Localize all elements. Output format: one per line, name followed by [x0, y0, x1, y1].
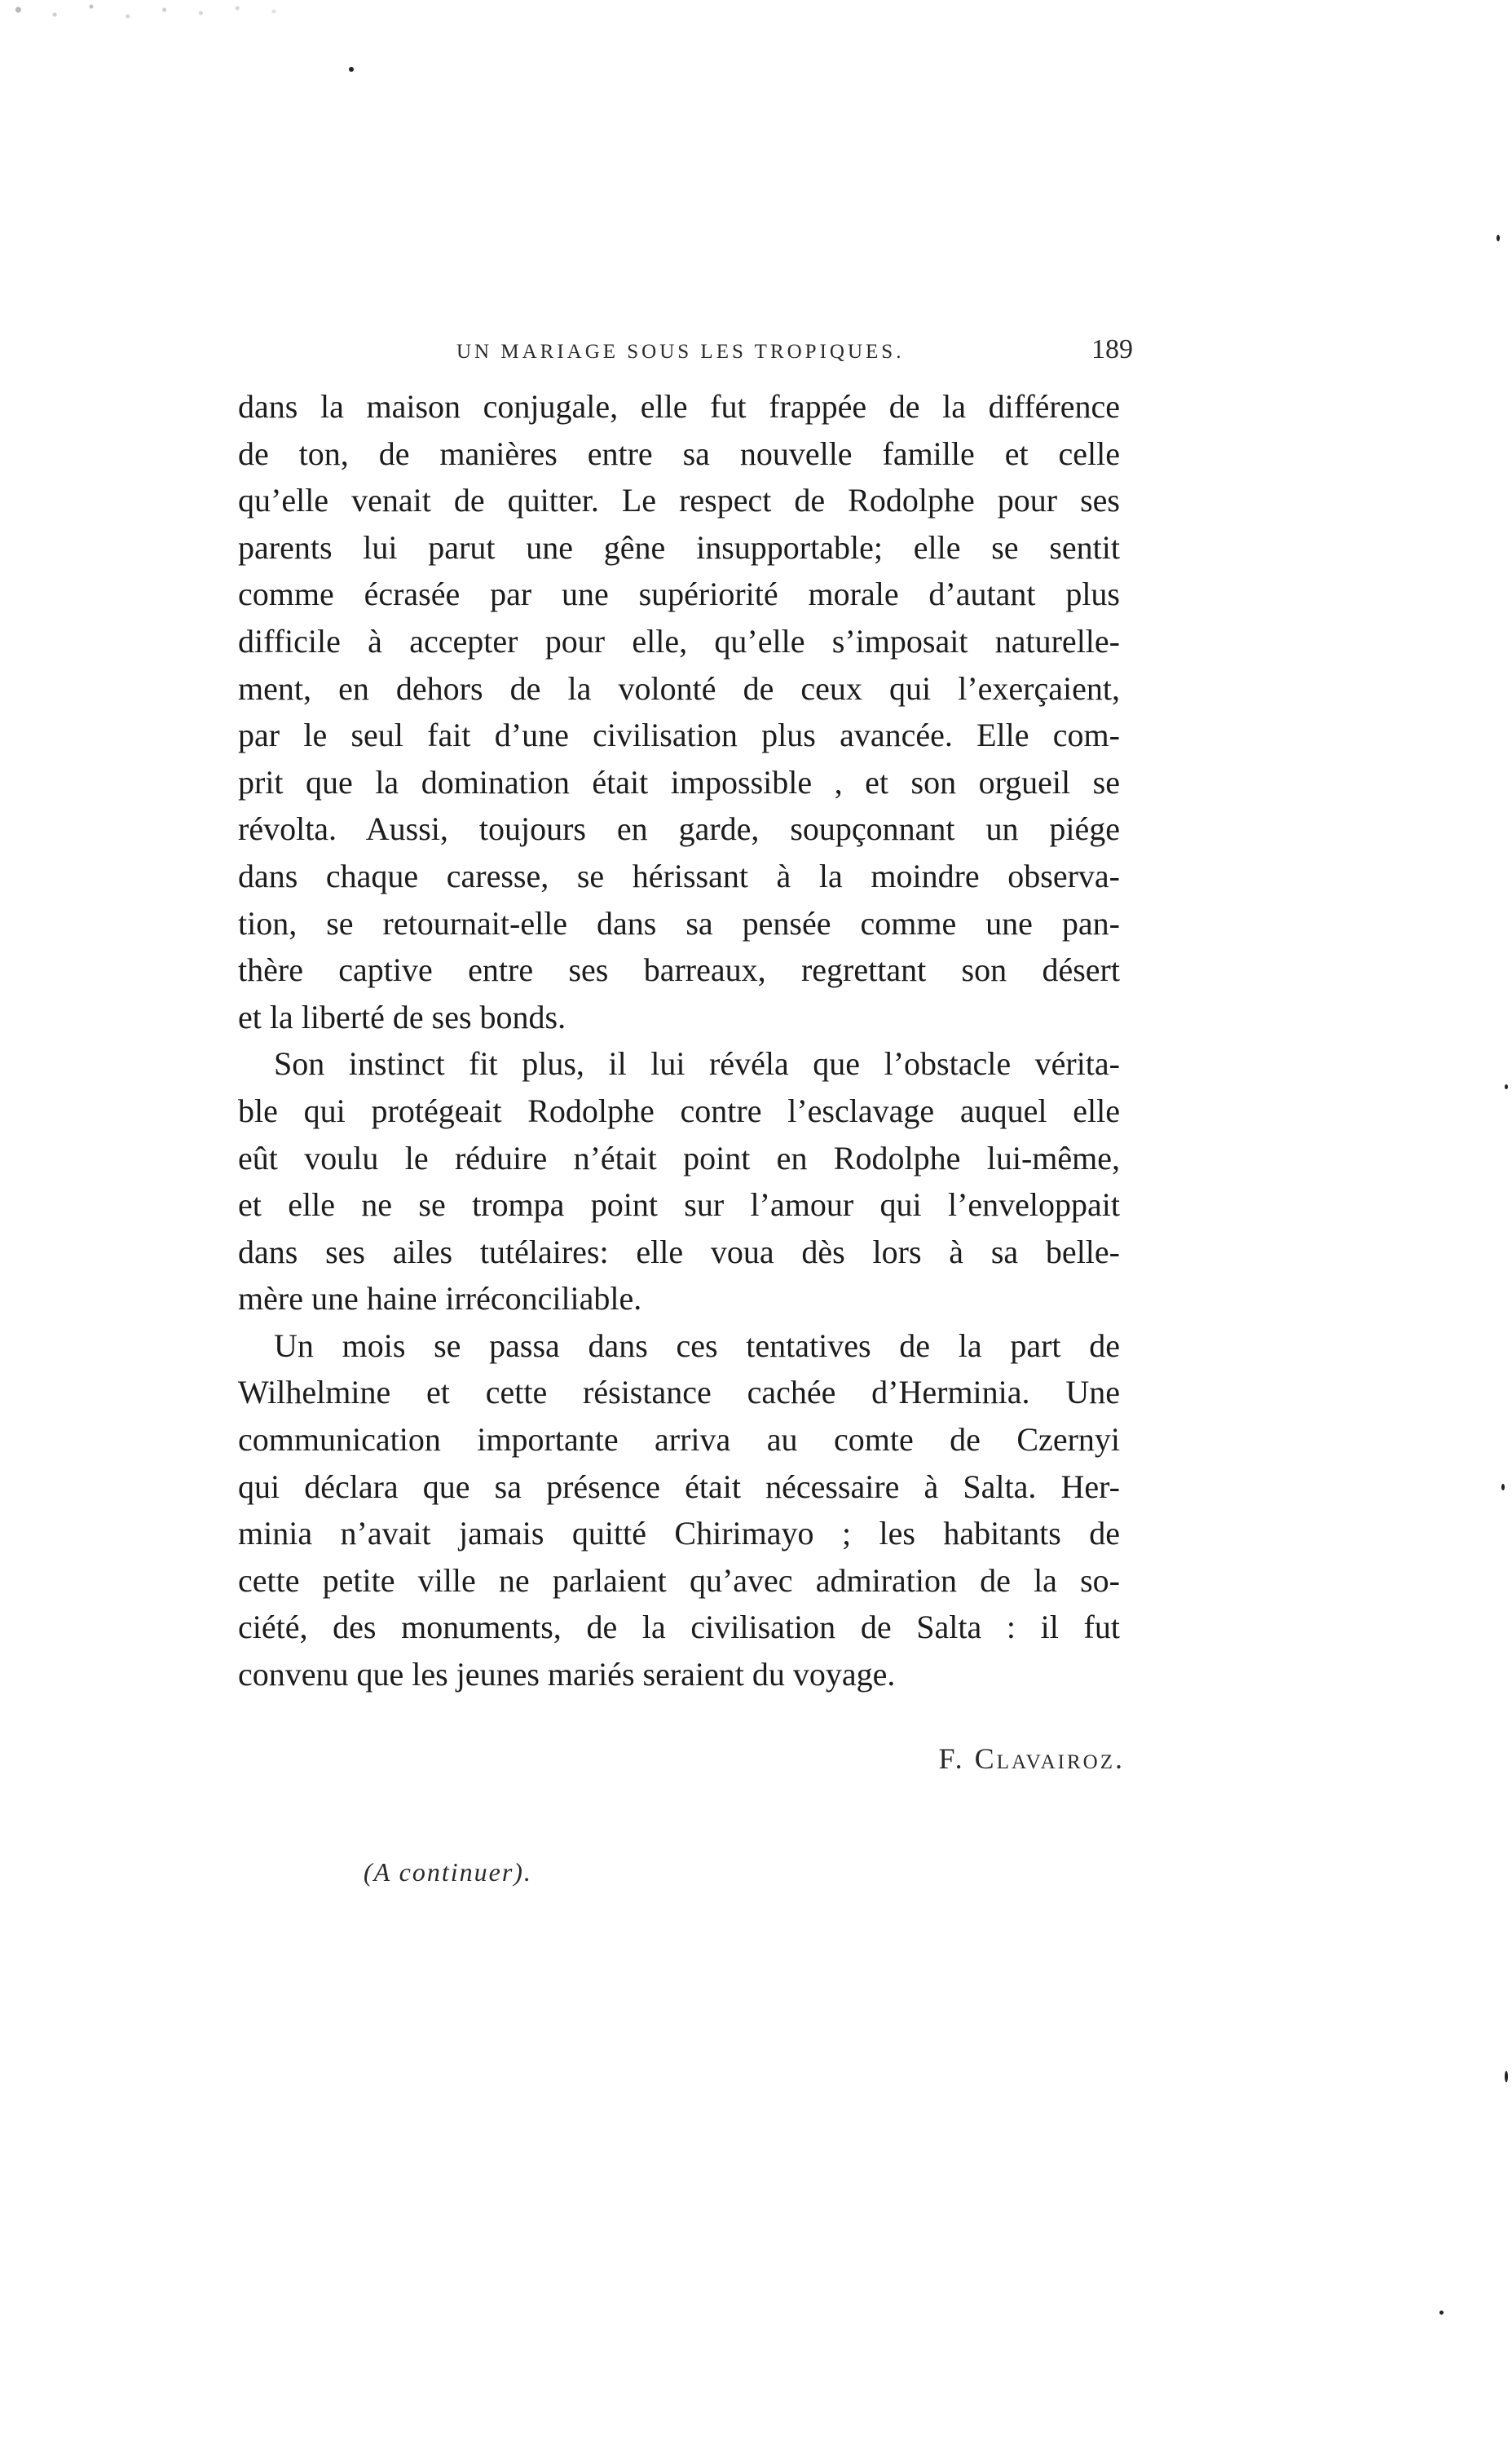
scan-noise: [0, 0, 456, 33]
text-line: et la liberté de ses bonds.: [238, 998, 566, 1035]
text-line: ble qui protégeait Rodolphe contre l’esclavage auquel elle: [238, 1092, 1120, 1129]
scan-speck: [1501, 1484, 1505, 1490]
text-line: cette petite ville ne parlaient qu’avec admiration de la so-: [238, 1561, 1120, 1599]
text-line: eût voulu le réduire n’était point en Rodolphe lui-même,: [238, 1139, 1120, 1176]
text-line: de ton, de manières entre sa nouvelle famille et celle: [238, 435, 1120, 472]
continued-note: (A continuer).: [364, 1857, 532, 1887]
text-line: thère captive entre ses barreaux, regrettant son désert: [238, 951, 1120, 989]
text-line: ciété, des monuments, de la civilisation de Salta : il fut: [238, 1609, 1120, 1646]
scan-speck: [1505, 2071, 1508, 2082]
text-line: Son instinct fit plus, il lui révéla que l’obstacle vérita-: [274, 1045, 1120, 1083]
scan-speck: [1497, 235, 1500, 241]
scan-speck: [1439, 2311, 1444, 2315]
body-text: [238, 383, 1120, 1698]
text-line: qu’elle venait de quitter. Le respect de Rodolphe pour ses: [238, 482, 1120, 519]
scan-speck: [349, 67, 354, 72]
text-line: convenu que les jeunes mariés seraient du voyage.: [238, 1656, 896, 1693]
text-line: dans chaque caresse, se hérissant à la moindre observa-: [238, 857, 1120, 894]
text-line: ment, en dehors de la volonté de ceux qui l’exerçaient,: [238, 669, 1120, 707]
text-line: révolta. Aussi, toujours en garde, soupçonnant un piége: [238, 810, 1120, 848]
text-line: comme écrasée par une supériorité morale d’autant plus: [238, 576, 1120, 613]
scan-speck: [1505, 1084, 1508, 1089]
running-title: UN MARIAGE SOUS LES TROPIQUES.: [456, 341, 905, 363]
text-line: dans la maison conjugale, elle fut frappée de la différence: [238, 388, 1120, 425]
text-line: minia n’avait jamais quitté Chirimayo ; les habitants de: [238, 1515, 1120, 1552]
text-line: parents lui parut une gêne insupportable; elle se sentit: [238, 528, 1120, 566]
text-line: difficile à accepter pour elle, qu’elle s’imposait naturelle-: [238, 622, 1120, 660]
text-line: par le seul fait d’une civilisation plus avancée. Elle com-: [238, 717, 1120, 754]
text-line: prit que la domination était impossible , et son orgueil se: [238, 763, 1120, 801]
author-signature: F. Clavairoz.: [938, 1742, 1125, 1775]
text-line: mère une haine irréconciliable.: [238, 1280, 642, 1318]
text-line: et elle ne se trompa point sur l’amour qui l’enveloppait: [238, 1186, 1120, 1224]
text-line: Un mois se passa dans ces tentatives de la part de: [274, 1326, 1120, 1364]
text-line: qui déclara que sa présence était nécessaire à Salta. Her-: [238, 1468, 1120, 1505]
text-line: communication importante arriva au comte de Czernyi: [238, 1421, 1120, 1459]
text-line: Wilhelmine et cette résistance cachée d’Herminia. Une: [238, 1374, 1120, 1411]
page-number: 189: [1091, 334, 1133, 364]
text-line: tion, se retournait-elle dans sa pensée comme une pan-: [238, 904, 1120, 942]
text-line: dans ses ailes tutélaires: elle voua dès lors à sa belle-: [238, 1233, 1120, 1270]
